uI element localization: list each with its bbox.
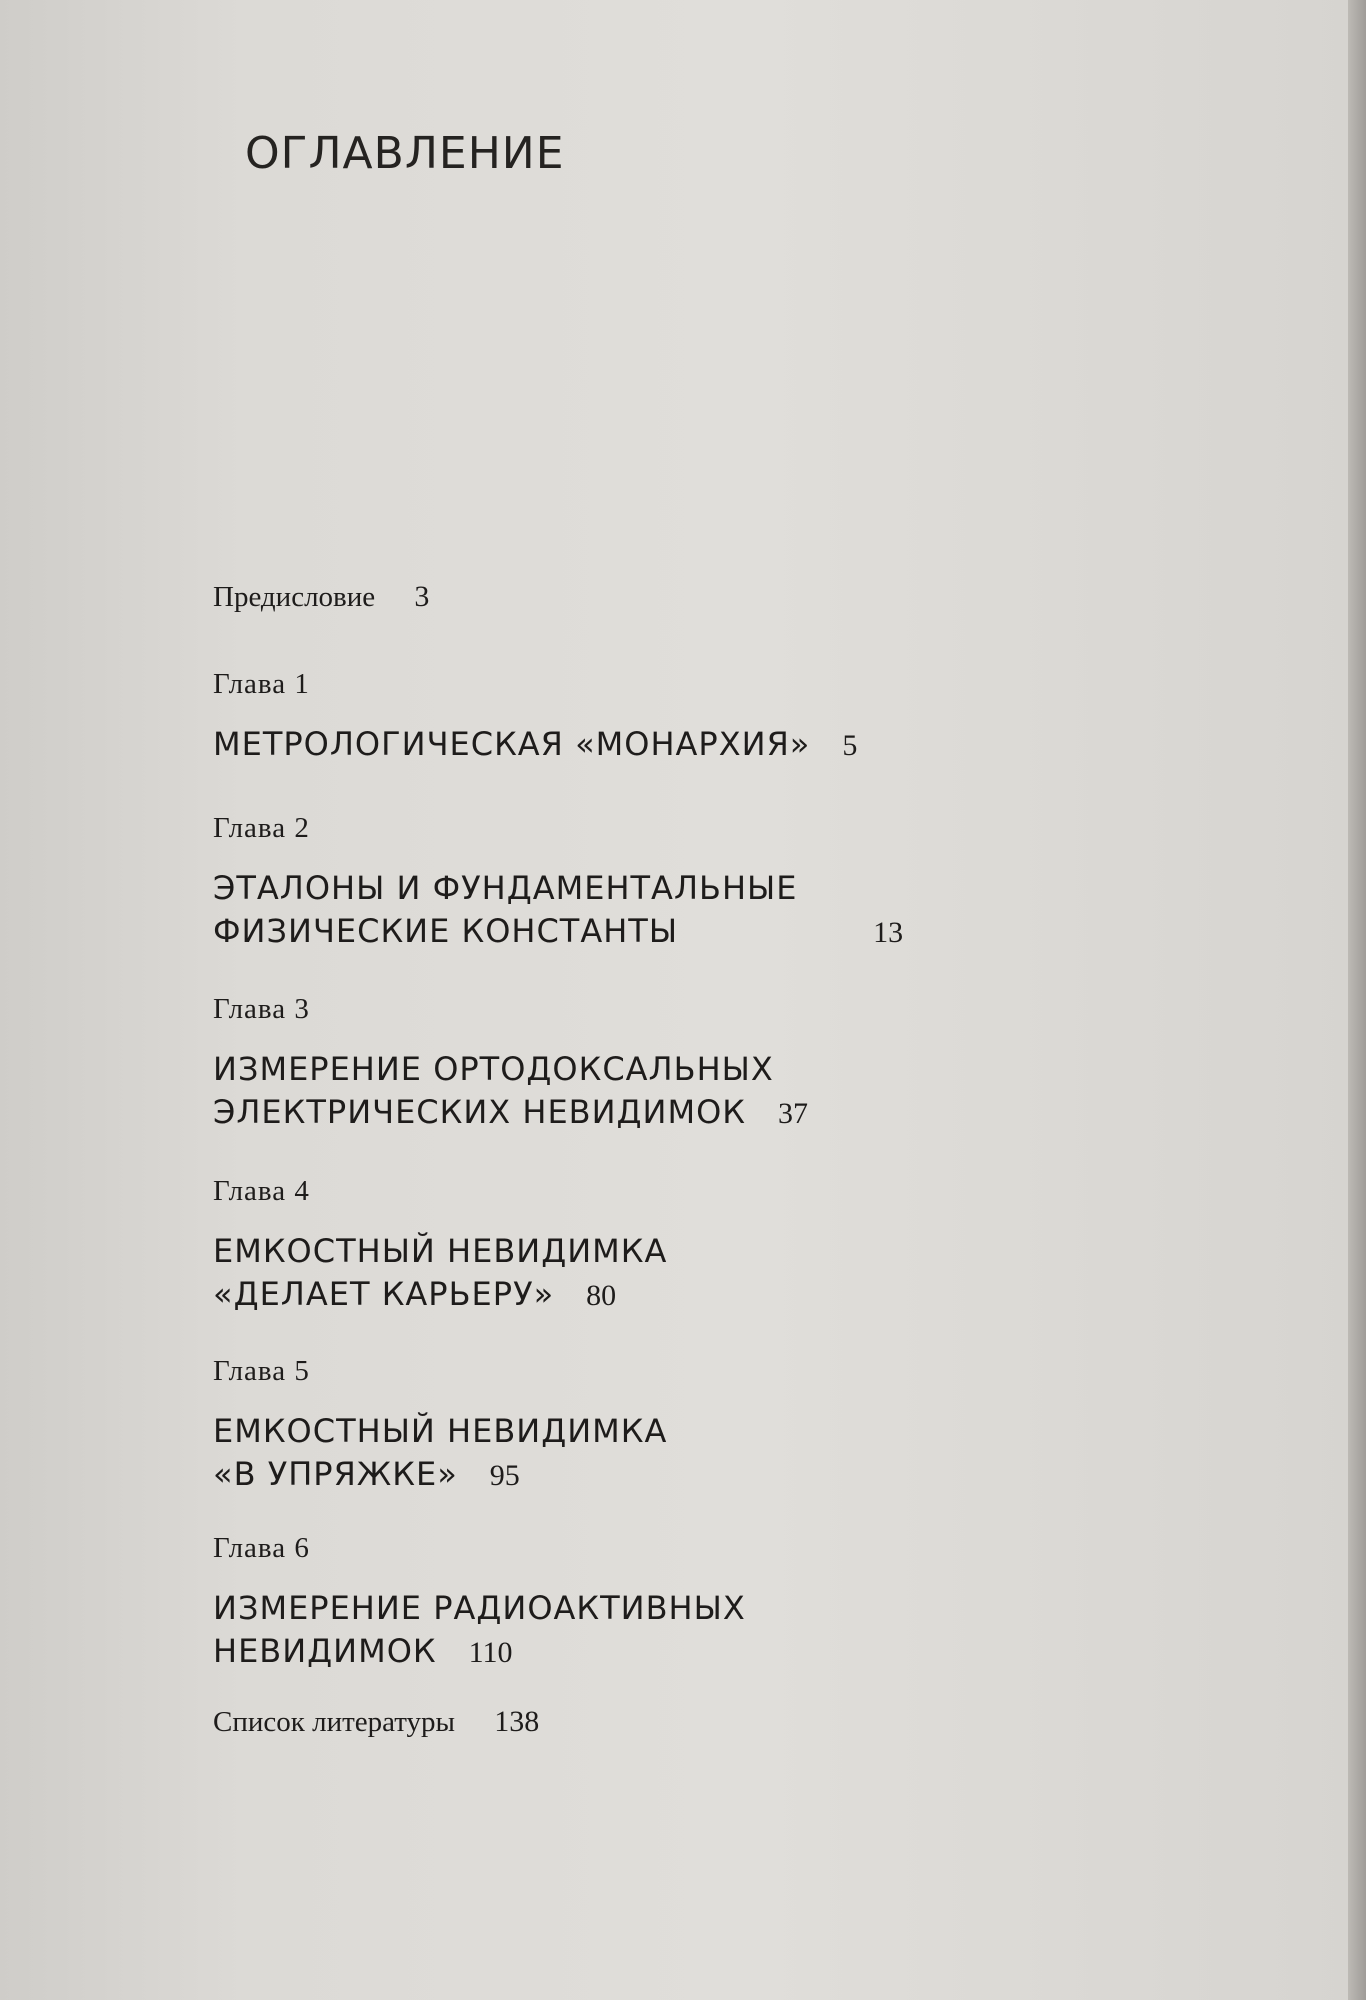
- toc-entry-bibliography: [213, 1705, 1113, 1739]
- chapter-title: [213, 723, 1113, 767]
- chapter-title-line: ЕМКОСТНЫЙ НЕВИДИМКА: [213, 1412, 668, 1450]
- chapter-label: Глава 4: [213, 1175, 310, 1207]
- chapter-page-number: 110: [468, 1636, 513, 1669]
- page-title: ОГЛАВЛЕНИЕ: [245, 128, 565, 179]
- preface-page-number: 3: [414, 580, 430, 613]
- chapter-title-line: ИЗМЕРЕНИЕ ОРТОДОКСАЛЬНЫХ: [213, 1050, 774, 1088]
- toc-entry-chapter-2: [213, 812, 1113, 954]
- toc-entry-preface: [213, 580, 1113, 614]
- chapter-page-number: 37: [778, 1097, 808, 1130]
- bibliography-page-number: 138: [494, 1705, 540, 1738]
- toc-entry-chapter-6: [213, 1532, 1113, 1674]
- chapter-title: [213, 1048, 1113, 1135]
- chapter-label: Глава 5: [213, 1355, 310, 1387]
- toc-entry-chapter-1: [213, 668, 1113, 767]
- chapter-title: [213, 1410, 1113, 1497]
- chapter-title-line: «ДЕЛАЕТ КАРЬЕРУ»: [213, 1275, 555, 1313]
- chapter-title: [213, 1587, 1113, 1674]
- chapter-title-line: ЕМКОСТНЫЙ НЕВИДИМКА: [213, 1232, 668, 1270]
- toc-entry-chapter-4: [213, 1175, 1113, 1317]
- preface-label: Предисловие: [213, 581, 376, 613]
- chapter-label: Глава 1: [213, 668, 310, 700]
- page-edge: [1348, 0, 1366, 2000]
- chapter-page-number: 80: [586, 1279, 617, 1312]
- bibliography-label: Список литературы: [213, 1706, 456, 1738]
- chapter-page-number: 13: [873, 916, 904, 949]
- chapter-label: Глава 3: [213, 993, 310, 1025]
- chapter-page-number: 5: [842, 729, 858, 762]
- chapter-title-line: ЭТАЛОНЫ И ФУНДАМЕНТАЛЬНЫЕ: [213, 869, 798, 907]
- chapter-title-line: ЭЛЕКТРИЧЕСКИХ НЕВИДИМОК: [213, 1093, 746, 1131]
- toc-entry-chapter-5: [213, 1355, 1113, 1497]
- chapter-label: Глава 2: [213, 812, 310, 844]
- chapter-title-line: НЕВИДИМОК: [213, 1632, 437, 1670]
- chapter-title-line: МЕТРОЛОГИЧЕСКАЯ «МОНАРХИЯ»: [213, 725, 811, 763]
- chapter-title-line: «В УПРЯЖКЕ»: [213, 1455, 458, 1493]
- chapter-page-number: 95: [489, 1459, 520, 1492]
- chapter-label: Глава 6: [213, 1532, 310, 1564]
- chapter-title-line: ИЗМЕРЕНИЕ РАДИОАКТИВНЫХ: [213, 1589, 746, 1627]
- chapter-title: [213, 867, 1113, 954]
- chapter-title: [213, 1230, 1113, 1317]
- chapter-title-line: ФИЗИЧЕСКИЕ КОНСТАНТЫ: [213, 912, 679, 950]
- toc-entry-chapter-3: [213, 993, 1113, 1135]
